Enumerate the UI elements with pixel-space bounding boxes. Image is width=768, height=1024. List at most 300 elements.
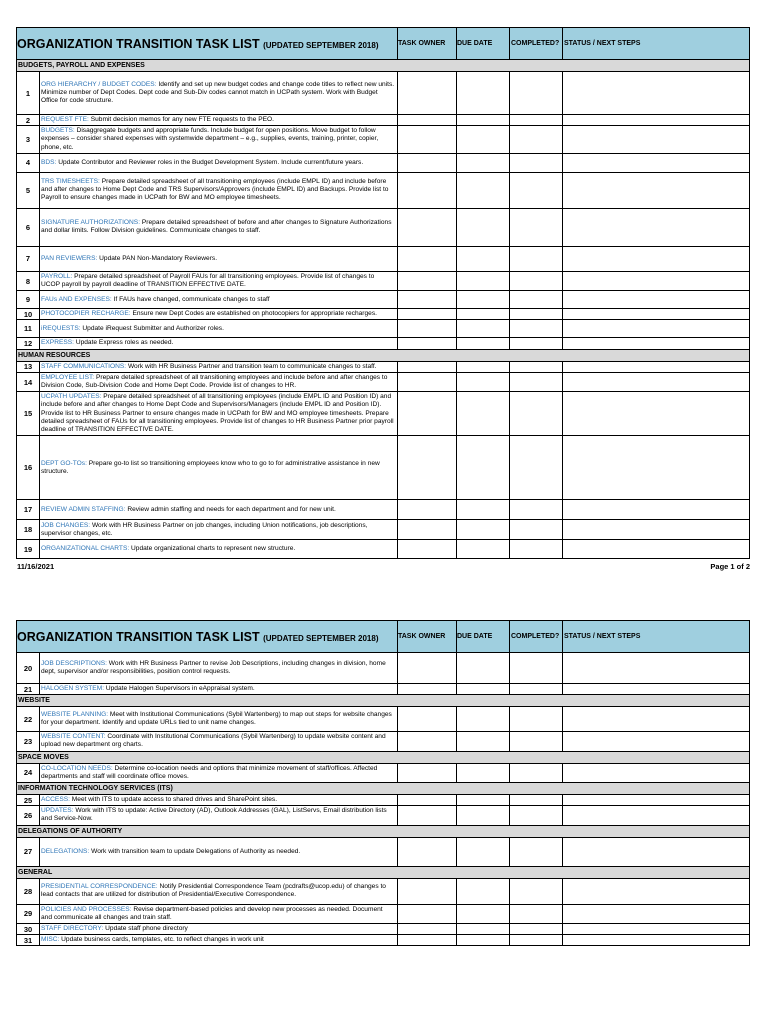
completed-cell[interactable] bbox=[510, 520, 563, 540]
task-text: Prepare detailed spreadsheet of all transitioning employees and include before and after changes to Division Code, Sub-Division Code and Home Dept Code. Provide list of changes to HR. bbox=[41, 373, 388, 390]
due-date-cell[interactable] bbox=[457, 115, 510, 126]
task-number: 8 bbox=[17, 271, 40, 290]
task-text: Prepare detailed spreadsheet of all transitioning employees (include EMPL ID) and include before and after changes to Home Dept Code and TRS Supervisors/Approvers (include EMPL ID) and Backups. Provide list to Payroll to ensure changes made in UCPath for BW and MO employee timesheets. bbox=[41, 178, 389, 202]
due-date-cell[interactable] bbox=[457, 392, 510, 436]
due-date-cell[interactable] bbox=[457, 372, 510, 391]
task-keyword: DEPT GO-TOs: bbox=[41, 459, 87, 467]
task-owner-cell[interactable] bbox=[398, 653, 457, 684]
task-row bbox=[17, 338, 750, 349]
task-keyword: DELEGATIONS: bbox=[41, 847, 90, 855]
status-cell[interactable] bbox=[563, 684, 750, 695]
due-date-cell[interactable] bbox=[457, 309, 510, 320]
task-owner-cell[interactable] bbox=[398, 246, 457, 271]
task-description bbox=[40, 320, 398, 338]
column-header-task-owner: TASK OWNER bbox=[398, 621, 457, 653]
task-description bbox=[40, 904, 398, 923]
task-keyword: UPDATES: bbox=[41, 807, 74, 815]
task-keyword: PAN REVIEWERS: bbox=[41, 254, 98, 262]
status-cell[interactable] bbox=[563, 320, 750, 338]
completed-cell[interactable] bbox=[510, 320, 563, 338]
task-row bbox=[17, 707, 750, 732]
status-cell[interactable] bbox=[563, 924, 750, 935]
status-cell[interactable] bbox=[563, 72, 750, 115]
task-keyword: SIGNATURE AUTHORIZATIONS: bbox=[41, 219, 141, 227]
section-title: BUDGETS, PAYROLL AND EXPENSES bbox=[17, 60, 750, 72]
task-row bbox=[17, 309, 750, 320]
task-keyword: ORG HIERARCHY / BUDGET CODES: bbox=[41, 80, 157, 88]
task-owner-cell[interactable] bbox=[398, 684, 457, 695]
status-cell[interactable] bbox=[563, 338, 750, 349]
completed-cell[interactable] bbox=[510, 904, 563, 923]
task-text: Ensure new Dept Codes are established on photocopiers for appropriate recharges. bbox=[132, 310, 377, 318]
column-header-completed: COMPLETED? bbox=[510, 28, 563, 60]
due-date-cell[interactable] bbox=[457, 837, 510, 866]
task-number: 12 bbox=[17, 338, 40, 349]
task-keyword: WEBSITE CONTENT: bbox=[41, 733, 106, 741]
section-title: INFORMATION TECHNOLOGY SERVICES (ITS) bbox=[17, 783, 750, 795]
task-row bbox=[17, 878, 750, 904]
status-cell[interactable] bbox=[563, 392, 750, 436]
status-cell[interactable] bbox=[563, 291, 750, 309]
task-text: Update PAN Non-Mandatory Reviewers. bbox=[99, 254, 218, 262]
task-description bbox=[40, 878, 398, 904]
completed-cell[interactable] bbox=[510, 795, 563, 806]
completed-cell[interactable] bbox=[510, 309, 563, 320]
task-owner-cell[interactable] bbox=[398, 500, 457, 520]
due-date-cell[interactable] bbox=[457, 653, 510, 684]
task-row bbox=[17, 500, 750, 520]
due-date-cell[interactable] bbox=[457, 208, 510, 246]
task-row bbox=[17, 935, 750, 946]
task-number: 15 bbox=[17, 392, 40, 436]
task-description bbox=[40, 271, 398, 290]
task-row bbox=[17, 361, 750, 372]
task-number: 29 bbox=[17, 904, 40, 923]
due-date-cell[interactable] bbox=[457, 500, 510, 520]
task-description bbox=[40, 208, 398, 246]
task-row bbox=[17, 520, 750, 540]
task-row bbox=[17, 372, 750, 391]
column-header-due-date: DUE DATE bbox=[457, 28, 510, 60]
task-keyword: iREQUESTS: bbox=[41, 324, 81, 332]
task-owner-cell[interactable] bbox=[398, 520, 457, 540]
task-owner-cell[interactable] bbox=[398, 172, 457, 208]
task-description bbox=[40, 707, 398, 732]
task-description bbox=[40, 763, 398, 782]
footer-date: 11/16/2021 bbox=[17, 562, 55, 571]
task-owner-cell[interactable] bbox=[398, 707, 457, 732]
completed-cell[interactable] bbox=[510, 878, 563, 904]
status-cell[interactable] bbox=[563, 763, 750, 782]
task-text: Revise department-based policies and develop new processes as needed. Document and communicate all changes and train staff. bbox=[41, 905, 383, 921]
task-keyword: STAFF DIRECTORY: bbox=[41, 925, 104, 933]
task-description bbox=[40, 338, 398, 349]
task-number: 30 bbox=[17, 924, 40, 935]
due-date-cell[interactable] bbox=[457, 878, 510, 904]
task-description bbox=[40, 291, 398, 309]
title-text: ORGANIZATION TRANSITION TASK LIST bbox=[17, 629, 260, 644]
status-cell[interactable] bbox=[563, 115, 750, 126]
section-header-row bbox=[17, 60, 750, 72]
task-number: 14 bbox=[17, 372, 40, 391]
document-title bbox=[17, 621, 398, 653]
task-row bbox=[17, 837, 750, 866]
task-owner-cell[interactable] bbox=[398, 361, 457, 372]
task-description bbox=[40, 935, 398, 946]
section-title: SPACE MOVES bbox=[17, 751, 750, 763]
completed-cell[interactable] bbox=[510, 126, 563, 154]
completed-cell[interactable] bbox=[510, 707, 563, 732]
task-description bbox=[40, 924, 398, 935]
section-header-row bbox=[17, 349, 750, 361]
task-owner-cell[interactable] bbox=[398, 126, 457, 154]
task-owner-cell[interactable] bbox=[398, 436, 457, 500]
due-date-cell[interactable] bbox=[457, 271, 510, 290]
task-text: Work with HR Business Partner on job changes, including Union notifications, job descriptions, supervisor changes, etc. bbox=[41, 521, 368, 537]
due-date-cell[interactable] bbox=[457, 540, 510, 559]
status-cell[interactable] bbox=[563, 500, 750, 520]
task-description bbox=[40, 246, 398, 271]
task-number: 1 bbox=[17, 72, 40, 115]
completed-cell[interactable] bbox=[510, 172, 563, 208]
completed-cell[interactable] bbox=[510, 732, 563, 751]
due-date-cell[interactable] bbox=[457, 291, 510, 309]
task-text: Prepare detailed spreadsheet of Payroll FAUs for all transitioning employees. Provide list of changes to UCOP payroll by payroll deadline of TRANSITION EFFECTIVE DATE. bbox=[41, 272, 375, 289]
task-row bbox=[17, 924, 750, 935]
completed-cell[interactable] bbox=[510, 540, 563, 559]
section-title: HUMAN RESOURCES bbox=[17, 349, 750, 361]
due-date-cell[interactable] bbox=[457, 684, 510, 695]
task-owner-cell[interactable] bbox=[398, 795, 457, 806]
task-number: 10 bbox=[17, 309, 40, 320]
task-keyword: ACCESS: bbox=[41, 796, 70, 804]
task-table-page-2 bbox=[16, 620, 750, 946]
status-cell[interactable] bbox=[563, 436, 750, 500]
task-row bbox=[17, 72, 750, 115]
due-date-cell[interactable] bbox=[457, 520, 510, 540]
task-row bbox=[17, 732, 750, 751]
completed-cell[interactable] bbox=[510, 72, 563, 115]
due-date-cell[interactable] bbox=[457, 763, 510, 782]
status-cell[interactable] bbox=[563, 904, 750, 923]
task-owner-cell[interactable] bbox=[398, 837, 457, 866]
task-row bbox=[17, 172, 750, 208]
completed-cell[interactable] bbox=[510, 392, 563, 436]
completed-cell[interactable] bbox=[510, 291, 563, 309]
completed-cell[interactable] bbox=[510, 246, 563, 271]
task-keyword: BDS: bbox=[41, 158, 57, 166]
section-title: DELEGATIONS OF AUTHORITY bbox=[17, 825, 750, 837]
task-keyword: POLICIES AND PROCESSES: bbox=[41, 905, 132, 913]
task-description bbox=[40, 372, 398, 391]
task-description bbox=[40, 540, 398, 559]
task-owner-cell[interactable] bbox=[398, 208, 457, 246]
completed-cell[interactable] bbox=[510, 763, 563, 782]
completed-cell[interactable] bbox=[510, 924, 563, 935]
task-row bbox=[17, 115, 750, 126]
task-description bbox=[40, 653, 398, 684]
table-header-row bbox=[17, 28, 750, 60]
task-number: 31 bbox=[17, 935, 40, 946]
table-header-row bbox=[17, 621, 750, 653]
task-text: Meet with ITS to update access to shared drives and SharePoint sites. bbox=[71, 796, 278, 804]
section-header-row bbox=[17, 825, 750, 837]
column-header-completed: COMPLETED? bbox=[510, 621, 563, 653]
task-text: Update Express roles as needed. bbox=[75, 339, 174, 347]
completed-cell[interactable] bbox=[510, 436, 563, 500]
task-owner-cell[interactable] bbox=[398, 338, 457, 349]
task-text: Determine co-location needs and options that minimize movement of staff/offices. Affected departments and staff will coordinate office moves. bbox=[41, 764, 378, 780]
page-gap bbox=[0, 600, 768, 620]
task-number: 22 bbox=[17, 707, 40, 732]
task-text: Work with transition team to update Delegations of Authority as needed. bbox=[91, 847, 301, 855]
task-row bbox=[17, 904, 750, 923]
task-description bbox=[40, 309, 398, 320]
document-title bbox=[17, 28, 398, 60]
task-keyword: PHOTOCOPIER RECHARGE: bbox=[41, 310, 131, 318]
updated-note: (UPDATED SEPTEMBER 2018) bbox=[263, 633, 379, 643]
task-keyword: BUDGETS: bbox=[41, 127, 75, 135]
completed-cell[interactable] bbox=[510, 208, 563, 246]
footer-page-number: Page 1 of 2 bbox=[710, 562, 750, 571]
due-date-cell[interactable] bbox=[457, 338, 510, 349]
task-keyword: ORGANIZATIONAL CHARTS: bbox=[41, 545, 130, 553]
task-row bbox=[17, 126, 750, 154]
task-owner-cell[interactable] bbox=[398, 309, 457, 320]
task-owner-cell[interactable] bbox=[398, 924, 457, 935]
task-text: Update business cards, templates, etc. to reflect changes in work unit bbox=[61, 936, 264, 944]
task-number: 11 bbox=[17, 320, 40, 338]
task-text: Update organizational charts to represent new structure. bbox=[131, 545, 296, 553]
task-description bbox=[40, 795, 398, 806]
task-text: If FAUs have changed, communicate changes to staff bbox=[113, 295, 270, 303]
task-description bbox=[40, 837, 398, 866]
due-date-cell[interactable] bbox=[457, 126, 510, 154]
task-number: 4 bbox=[17, 153, 40, 172]
task-owner-cell[interactable] bbox=[398, 392, 457, 436]
task-number: 23 bbox=[17, 732, 40, 751]
task-owner-cell[interactable] bbox=[398, 935, 457, 946]
task-text: Submit decision memos for any new FTE requests to the PEO. bbox=[90, 116, 274, 123]
due-date-cell[interactable] bbox=[457, 806, 510, 825]
status-cell[interactable] bbox=[563, 372, 750, 391]
task-owner-cell[interactable] bbox=[398, 540, 457, 559]
task-owner-cell[interactable] bbox=[398, 153, 457, 172]
task-owner-cell[interactable] bbox=[398, 271, 457, 290]
section-header-row bbox=[17, 695, 750, 707]
task-owner-cell[interactable] bbox=[398, 372, 457, 391]
task-number: 18 bbox=[17, 520, 40, 540]
status-cell[interactable] bbox=[563, 126, 750, 154]
task-description bbox=[40, 732, 398, 751]
status-cell[interactable] bbox=[563, 540, 750, 559]
task-number: 24 bbox=[17, 763, 40, 782]
task-owner-cell[interactable] bbox=[398, 763, 457, 782]
task-number: 17 bbox=[17, 500, 40, 520]
status-cell[interactable] bbox=[563, 153, 750, 172]
task-table-page-1 bbox=[16, 27, 750, 559]
task-text: Work with HR Business Partner and transition team to communicate changes to staff. bbox=[127, 362, 377, 370]
task-row bbox=[17, 246, 750, 271]
task-row bbox=[17, 763, 750, 782]
completed-cell[interactable] bbox=[510, 115, 563, 126]
status-cell[interactable] bbox=[563, 935, 750, 946]
task-description bbox=[40, 392, 398, 436]
status-cell[interactable] bbox=[563, 246, 750, 271]
status-cell[interactable] bbox=[563, 208, 750, 246]
task-text: Work with ITS to update: Active Directory (AD), Outlook Addresses (GAL), ListServs, Email distribution lists and Service-Now. bbox=[41, 807, 387, 823]
task-number: 16 bbox=[17, 436, 40, 500]
due-date-cell[interactable] bbox=[457, 153, 510, 172]
section-header-row bbox=[17, 866, 750, 878]
task-row bbox=[17, 392, 750, 436]
task-keyword: UCPATH UPDATES: bbox=[41, 393, 102, 401]
task-row bbox=[17, 291, 750, 309]
task-number: 27 bbox=[17, 837, 40, 866]
task-keyword: REVIEW ADMIN STAFFING: bbox=[41, 505, 126, 513]
column-header-status: STATUS / NEXT STEPS bbox=[563, 28, 750, 60]
completed-cell[interactable] bbox=[510, 653, 563, 684]
task-number: 21 bbox=[17, 684, 40, 695]
due-date-cell[interactable] bbox=[457, 72, 510, 115]
status-cell[interactable] bbox=[563, 309, 750, 320]
task-text: Work with HR Business Partner to revise Job Descriptions, including changes in division, home dept, supervisor and/or responsibilities, position control requests. bbox=[41, 659, 386, 675]
task-row bbox=[17, 540, 750, 559]
task-description bbox=[40, 126, 398, 154]
task-number: 2 bbox=[17, 115, 40, 126]
due-date-cell[interactable] bbox=[457, 172, 510, 208]
completed-cell[interactable] bbox=[510, 338, 563, 349]
status-cell[interactable] bbox=[563, 361, 750, 372]
status-cell[interactable] bbox=[563, 795, 750, 806]
due-date-cell[interactable] bbox=[457, 246, 510, 271]
due-date-cell[interactable] bbox=[457, 707, 510, 732]
task-text: Prepare detailed spreadsheet of all transitioning employees (include EMPL ID and Position ID) and include before and after changes to Home Dept Code and Supervisors/Managers (include EMPL ID and Position ID). Provide list to HR Business Partner to ensure changes made in UCPath for BW and MO employee timesheets. Prepare detailed spreadsheet of FAUs for all transitioning employees. Provide list of changes to HR Business Partner prior payroll deadline of TRANSITION EFFECTIVE DATE. bbox=[41, 393, 394, 434]
task-owner-cell[interactable] bbox=[398, 72, 457, 115]
task-keyword: JOB CHANGES: bbox=[41, 521, 91, 529]
status-cell[interactable] bbox=[563, 653, 750, 684]
task-keyword: PAYROLL: bbox=[41, 272, 73, 280]
task-owner-cell[interactable] bbox=[398, 904, 457, 923]
task-number: 26 bbox=[17, 806, 40, 825]
task-number: 6 bbox=[17, 208, 40, 246]
task-text: Update Halogen Supervisors in eAppraisal system. bbox=[105, 685, 255, 692]
column-header-due-date: DUE DATE bbox=[457, 621, 510, 653]
completed-cell[interactable] bbox=[510, 372, 563, 391]
completed-cell[interactable] bbox=[510, 500, 563, 520]
task-keyword: PRESIDENTIAL CORRESPONDENCE: bbox=[41, 882, 158, 890]
column-header-task-owner: TASK OWNER bbox=[398, 28, 457, 60]
title-text: ORGANIZATION TRANSITION TASK LIST bbox=[17, 36, 260, 51]
status-cell[interactable] bbox=[563, 172, 750, 208]
task-text: Prepare detailed spreadsheet of before and after changes to Signature Authorizations and dollar limits. Follow Division guidelines. Communicate changes to staff. bbox=[41, 219, 392, 235]
due-date-cell[interactable] bbox=[457, 361, 510, 372]
task-description bbox=[40, 72, 398, 115]
due-date-cell[interactable] bbox=[457, 436, 510, 500]
section-title: WEBSITE bbox=[17, 695, 750, 707]
task-description bbox=[40, 806, 398, 825]
due-date-cell[interactable] bbox=[457, 320, 510, 338]
completed-cell[interactable] bbox=[510, 271, 563, 290]
completed-cell[interactable] bbox=[510, 153, 563, 172]
task-keyword: TRS TIMESHEETS: bbox=[41, 178, 100, 185]
task-number: 7 bbox=[17, 246, 40, 271]
task-number: 3 bbox=[17, 126, 40, 154]
task-description bbox=[40, 115, 398, 126]
status-cell[interactable] bbox=[563, 837, 750, 866]
column-header-status: STATUS / NEXT STEPS bbox=[563, 621, 750, 653]
task-keyword: EXPRESS: bbox=[41, 339, 74, 347]
due-date-cell[interactable] bbox=[457, 732, 510, 751]
task-keyword: WEBSITE PLANNING: bbox=[41, 711, 109, 718]
task-number: 5 bbox=[17, 172, 40, 208]
due-date-cell[interactable] bbox=[457, 904, 510, 923]
task-row bbox=[17, 436, 750, 500]
due-date-cell[interactable] bbox=[457, 795, 510, 806]
task-text: Review admin staffing and needs for each department and for new unit. bbox=[127, 505, 336, 513]
task-description bbox=[40, 520, 398, 540]
task-description bbox=[40, 500, 398, 520]
task-owner-cell[interactable] bbox=[398, 320, 457, 338]
task-number: 9 bbox=[17, 291, 40, 309]
task-text: Update staff phone directory bbox=[105, 925, 188, 933]
task-owner-cell[interactable] bbox=[398, 878, 457, 904]
task-text: Coordinate with Institutional Communications (Sybil Wartenberg) to update website content and upload new department org charts. bbox=[41, 733, 386, 749]
task-owner-cell[interactable] bbox=[398, 115, 457, 126]
task-description bbox=[40, 684, 398, 695]
section-header-row bbox=[17, 783, 750, 795]
completed-cell[interactable] bbox=[510, 837, 563, 866]
completed-cell[interactable] bbox=[510, 361, 563, 372]
completed-cell[interactable] bbox=[510, 684, 563, 695]
task-row bbox=[17, 208, 750, 246]
task-owner-cell[interactable] bbox=[398, 732, 457, 751]
task-owner-cell[interactable] bbox=[398, 806, 457, 825]
status-cell[interactable] bbox=[563, 732, 750, 751]
due-date-cell[interactable] bbox=[457, 924, 510, 935]
status-cell[interactable] bbox=[563, 707, 750, 732]
task-owner-cell[interactable] bbox=[398, 291, 457, 309]
task-text: Notify Presidential Correspondence Team (pcdrafts@ucop.edu) of changes to lead contacts that are utilized for distribution of Presidential/Executive Correspondence. bbox=[41, 882, 386, 899]
completed-cell[interactable] bbox=[510, 935, 563, 946]
task-text: Update Contributor and Reviewer roles in the Budget Development System. Include current/future years. bbox=[58, 158, 364, 166]
task-text: Update iRequest Submitter and Authorizer roles. bbox=[82, 324, 224, 332]
task-text: Meet with Institutional Communications (Sybil Wartenberg) to map out steps for website changes for your department. Identify and update URLs tied to unit name changes. bbox=[41, 711, 392, 727]
status-cell[interactable] bbox=[563, 806, 750, 825]
updated-note: (UPDATED SEPTEMBER 2018) bbox=[263, 40, 379, 50]
task-row bbox=[17, 684, 750, 695]
status-cell[interactable] bbox=[563, 878, 750, 904]
due-date-cell[interactable] bbox=[457, 935, 510, 946]
section-header-row bbox=[17, 751, 750, 763]
task-number: 25 bbox=[17, 795, 40, 806]
task-keyword: HALOGEN SYSTEM: bbox=[41, 685, 105, 692]
task-row bbox=[17, 653, 750, 684]
task-text: Disaggregate budgets and appropriate funds. Include budget for open positions. Move budget to follow expenses – consider shared expenses with systemwide department – e.g., supplies, events, training, printer, copier, phone, etc. bbox=[41, 127, 379, 151]
task-keyword: JOB DESCRIPTIONS: bbox=[41, 659, 107, 667]
task-description bbox=[40, 436, 398, 500]
task-description bbox=[40, 361, 398, 372]
task-keyword: FAUs AND EXPENSES: bbox=[41, 295, 112, 303]
document-page-2 bbox=[0, 620, 768, 1024]
task-keyword: EMPLOYEE LIST: bbox=[41, 373, 95, 381]
task-keyword: CO-LOCATION NEEDS: bbox=[41, 764, 113, 772]
completed-cell[interactable] bbox=[510, 806, 563, 825]
task-row bbox=[17, 153, 750, 172]
task-number: 19 bbox=[17, 540, 40, 559]
status-cell[interactable] bbox=[563, 271, 750, 290]
status-cell[interactable] bbox=[563, 520, 750, 540]
